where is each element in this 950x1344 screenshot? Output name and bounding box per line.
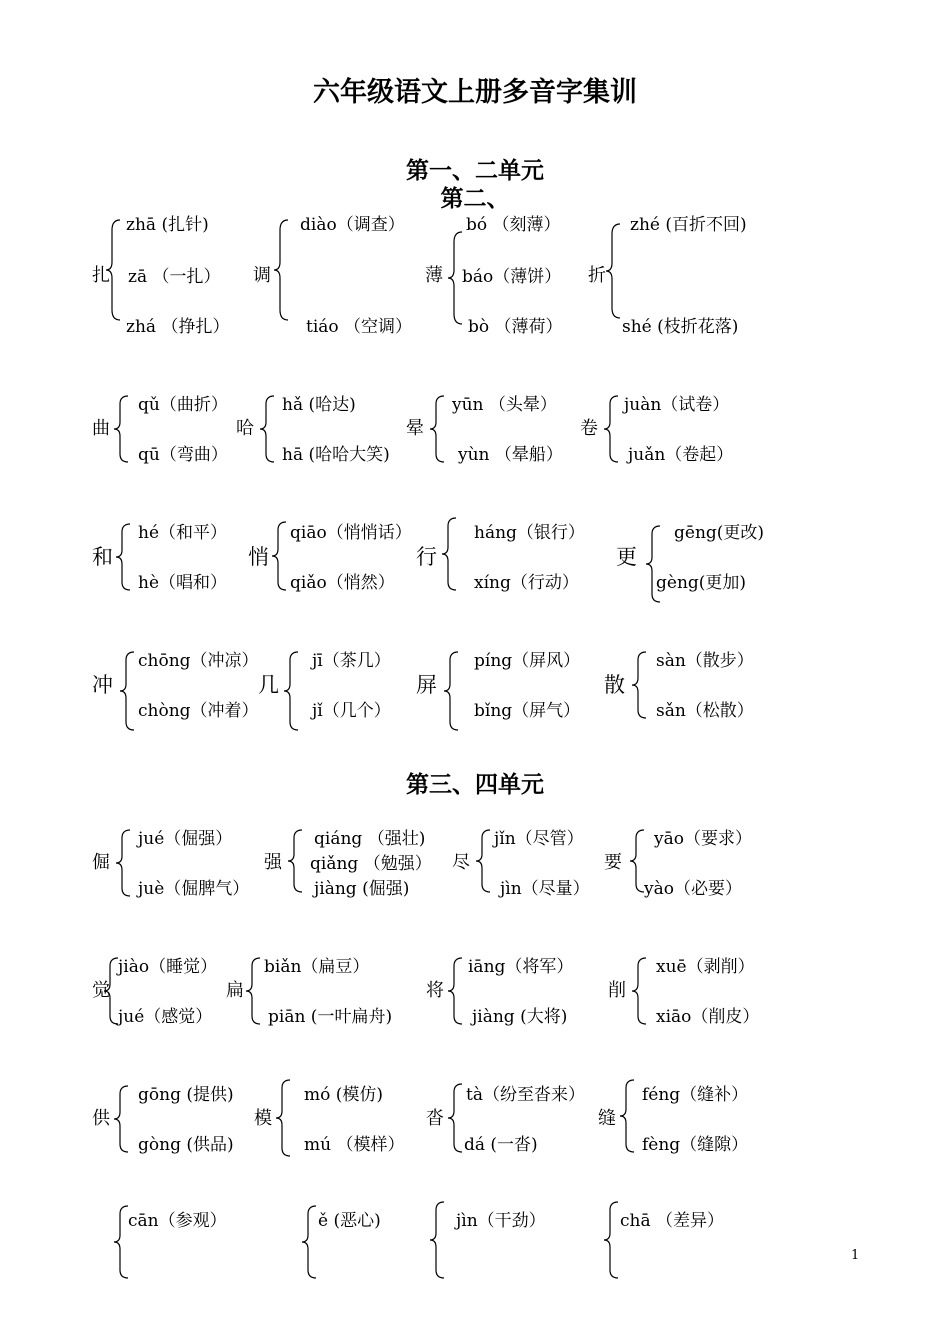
reading: cān（参观）: [128, 1211, 227, 1231]
reading: jiào（睡觉）: [118, 957, 218, 977]
reading: féng（缝补）: [642, 1085, 749, 1105]
reading: bò （薄荷）: [468, 317, 563, 337]
reading: zā （一扎）: [128, 267, 221, 287]
reading: yùn （晕船）: [458, 445, 563, 465]
reading: báo（薄饼）: [462, 267, 562, 287]
reading: jìn（尽量）: [500, 879, 590, 899]
polyphone-char: 和: [92, 545, 113, 569]
left-brace-icon: [446, 956, 468, 1026]
polyphone-char: 沓: [426, 1108, 444, 1129]
polyphone-char: 尽: [452, 852, 470, 873]
polyphone-char: 强: [264, 852, 282, 873]
left-brace-icon: [630, 956, 652, 1026]
reading: iāng（将军）: [468, 957, 574, 977]
left-brace-icon: [118, 650, 140, 732]
reading: jué（倔强）: [138, 829, 233, 849]
left-brace-icon: [442, 650, 464, 732]
left-brace-icon: [244, 956, 266, 1026]
reading: chōng（冲凉）: [138, 651, 259, 671]
reading: hè（唱和）: [138, 573, 228, 593]
reading: mó (模仿): [304, 1085, 384, 1105]
left-brace-icon: [114, 828, 136, 898]
reading: gòng (供品): [138, 1135, 234, 1155]
reading: piān (一叶扁舟): [268, 1007, 393, 1027]
reading: biǎn（扁豆）: [264, 957, 370, 977]
reading: yào（必要）: [644, 879, 742, 899]
reading: gōng (提供): [138, 1085, 234, 1105]
polyphone-char: 更: [616, 545, 637, 569]
polyphone-char: 削: [608, 980, 626, 1001]
reading: píng（屏风）: [474, 651, 581, 671]
reading: dá (一沓): [464, 1135, 538, 1155]
polyphone-char: 卷: [580, 418, 598, 439]
polyphone-char: 模: [254, 1108, 272, 1129]
polyphone-char: 行: [416, 545, 437, 569]
reading: qǔ（曲折）: [138, 395, 228, 415]
polyphone-char: 将: [426, 980, 444, 1001]
reading: zhá （挣扎）: [126, 317, 230, 337]
left-brace-icon: [474, 828, 496, 894]
reading: qiāo（悄悄话）: [290, 523, 412, 543]
reading: tà（纷至沓来）: [466, 1085, 585, 1105]
polyphone-char: 散: [604, 673, 625, 697]
reading: ě (恶心): [318, 1211, 381, 1231]
reading: yūn （头晕）: [452, 395, 557, 415]
polyphone-char: 悄: [248, 545, 269, 569]
reading: qiáng （强壮): [314, 829, 426, 849]
reading: xiāo（削皮）: [656, 1007, 760, 1027]
reading: jiàng (大将): [472, 1007, 568, 1027]
reading: diào（调查）: [300, 215, 405, 235]
left-brace-icon: [272, 218, 294, 322]
polyphone-char: 缝: [598, 1108, 616, 1129]
left-brace-icon: [602, 394, 624, 464]
reading: jìn（干劲）: [456, 1211, 546, 1231]
left-brace-icon: [114, 522, 136, 592]
left-brace-icon: [282, 650, 304, 732]
reading: qiǎng （勉强）: [310, 854, 432, 874]
reading: zhā (扎针): [126, 215, 209, 235]
left-brace-icon: [112, 1084, 134, 1154]
reading: xíng（行动）: [474, 573, 579, 593]
page-number: 1: [851, 1248, 860, 1263]
polyphone-char: 几: [258, 673, 279, 697]
reading: tiáo （空调）: [306, 317, 413, 337]
reading: chòng（冲着）: [138, 701, 259, 721]
reading: shé (枝折花落): [622, 317, 739, 337]
reading: bǐng（屏气）: [474, 701, 581, 721]
reading: qiǎo（悄然）: [290, 573, 395, 593]
polyphone-char: 倔: [92, 852, 110, 873]
reading: chā （差异）: [620, 1211, 725, 1231]
left-brace-icon: [428, 394, 450, 464]
polyphone-char: 供: [92, 1108, 110, 1129]
reading: jī（茶几）: [312, 651, 391, 671]
polyphone-char: 冲: [92, 673, 113, 697]
reading: gèng(更加): [656, 573, 747, 593]
reading: sǎn（松散）: [656, 701, 754, 721]
section-heading-units-3-4: 第三、四单元: [406, 771, 544, 798]
left-brace-icon: [440, 516, 462, 592]
reading: yāo（要求）: [654, 829, 752, 849]
reading: mú （模样）: [304, 1135, 405, 1155]
reading: fèng（缝隙）: [642, 1135, 749, 1155]
reading: jǐ（几个）: [312, 701, 391, 721]
polyphone-char: 扁: [226, 980, 244, 1001]
reading: xuē（剥削）: [656, 957, 755, 977]
reading: gēng(更改): [674, 523, 765, 543]
polyphone-char: 哈: [236, 418, 254, 439]
polyphone-char: 调: [253, 265, 271, 286]
left-brace-icon: [104, 218, 126, 322]
left-brace-icon: [618, 1078, 640, 1154]
left-brace-icon: [270, 520, 292, 592]
left-brace-icon: [604, 222, 626, 320]
reading: hé（和平）: [138, 523, 228, 543]
reading: háng（银行）: [474, 523, 585, 543]
reading: sàn（散步）: [656, 651, 754, 671]
reading: juè（倔脾气）: [138, 879, 250, 899]
polyphone-char: 屏: [416, 673, 437, 697]
polyphone-char: 晕: [406, 418, 424, 439]
section-subheading: 第二、: [440, 185, 510, 212]
section-heading-units-1-2: 第一、二单元: [406, 157, 544, 184]
left-brace-icon: [274, 1078, 296, 1158]
polyphone-char: 折: [588, 265, 606, 286]
polyphone-char: 要: [604, 852, 622, 873]
page-title: 六年级语文上册多音字集训: [313, 77, 637, 108]
polyphone-char: 薄: [425, 265, 443, 286]
reading: hā (哈哈大笑): [282, 445, 390, 465]
reading: jǐn（尽管）: [494, 829, 584, 849]
left-brace-icon: [428, 1200, 450, 1280]
reading: hǎ (哈达): [282, 395, 356, 415]
polyphone-char: 觉: [92, 980, 110, 1001]
left-brace-icon: [630, 650, 652, 720]
polyphone-char: 曲: [92, 418, 110, 439]
polyphone-char: 扎: [92, 265, 110, 286]
reading: jué（感觉）: [118, 1007, 213, 1027]
left-brace-icon: [258, 394, 280, 464]
reading: jiàng (倔强): [314, 879, 410, 899]
reading: qū（弯曲）: [138, 445, 228, 465]
reading: juǎn（卷起）: [628, 445, 734, 465]
reading: juàn（试卷）: [624, 395, 730, 415]
reading: bó （刻薄）: [466, 215, 561, 235]
left-brace-icon: [286, 828, 308, 894]
reading: zhé (百折不回): [630, 215, 747, 235]
left-brace-icon: [112, 394, 134, 464]
